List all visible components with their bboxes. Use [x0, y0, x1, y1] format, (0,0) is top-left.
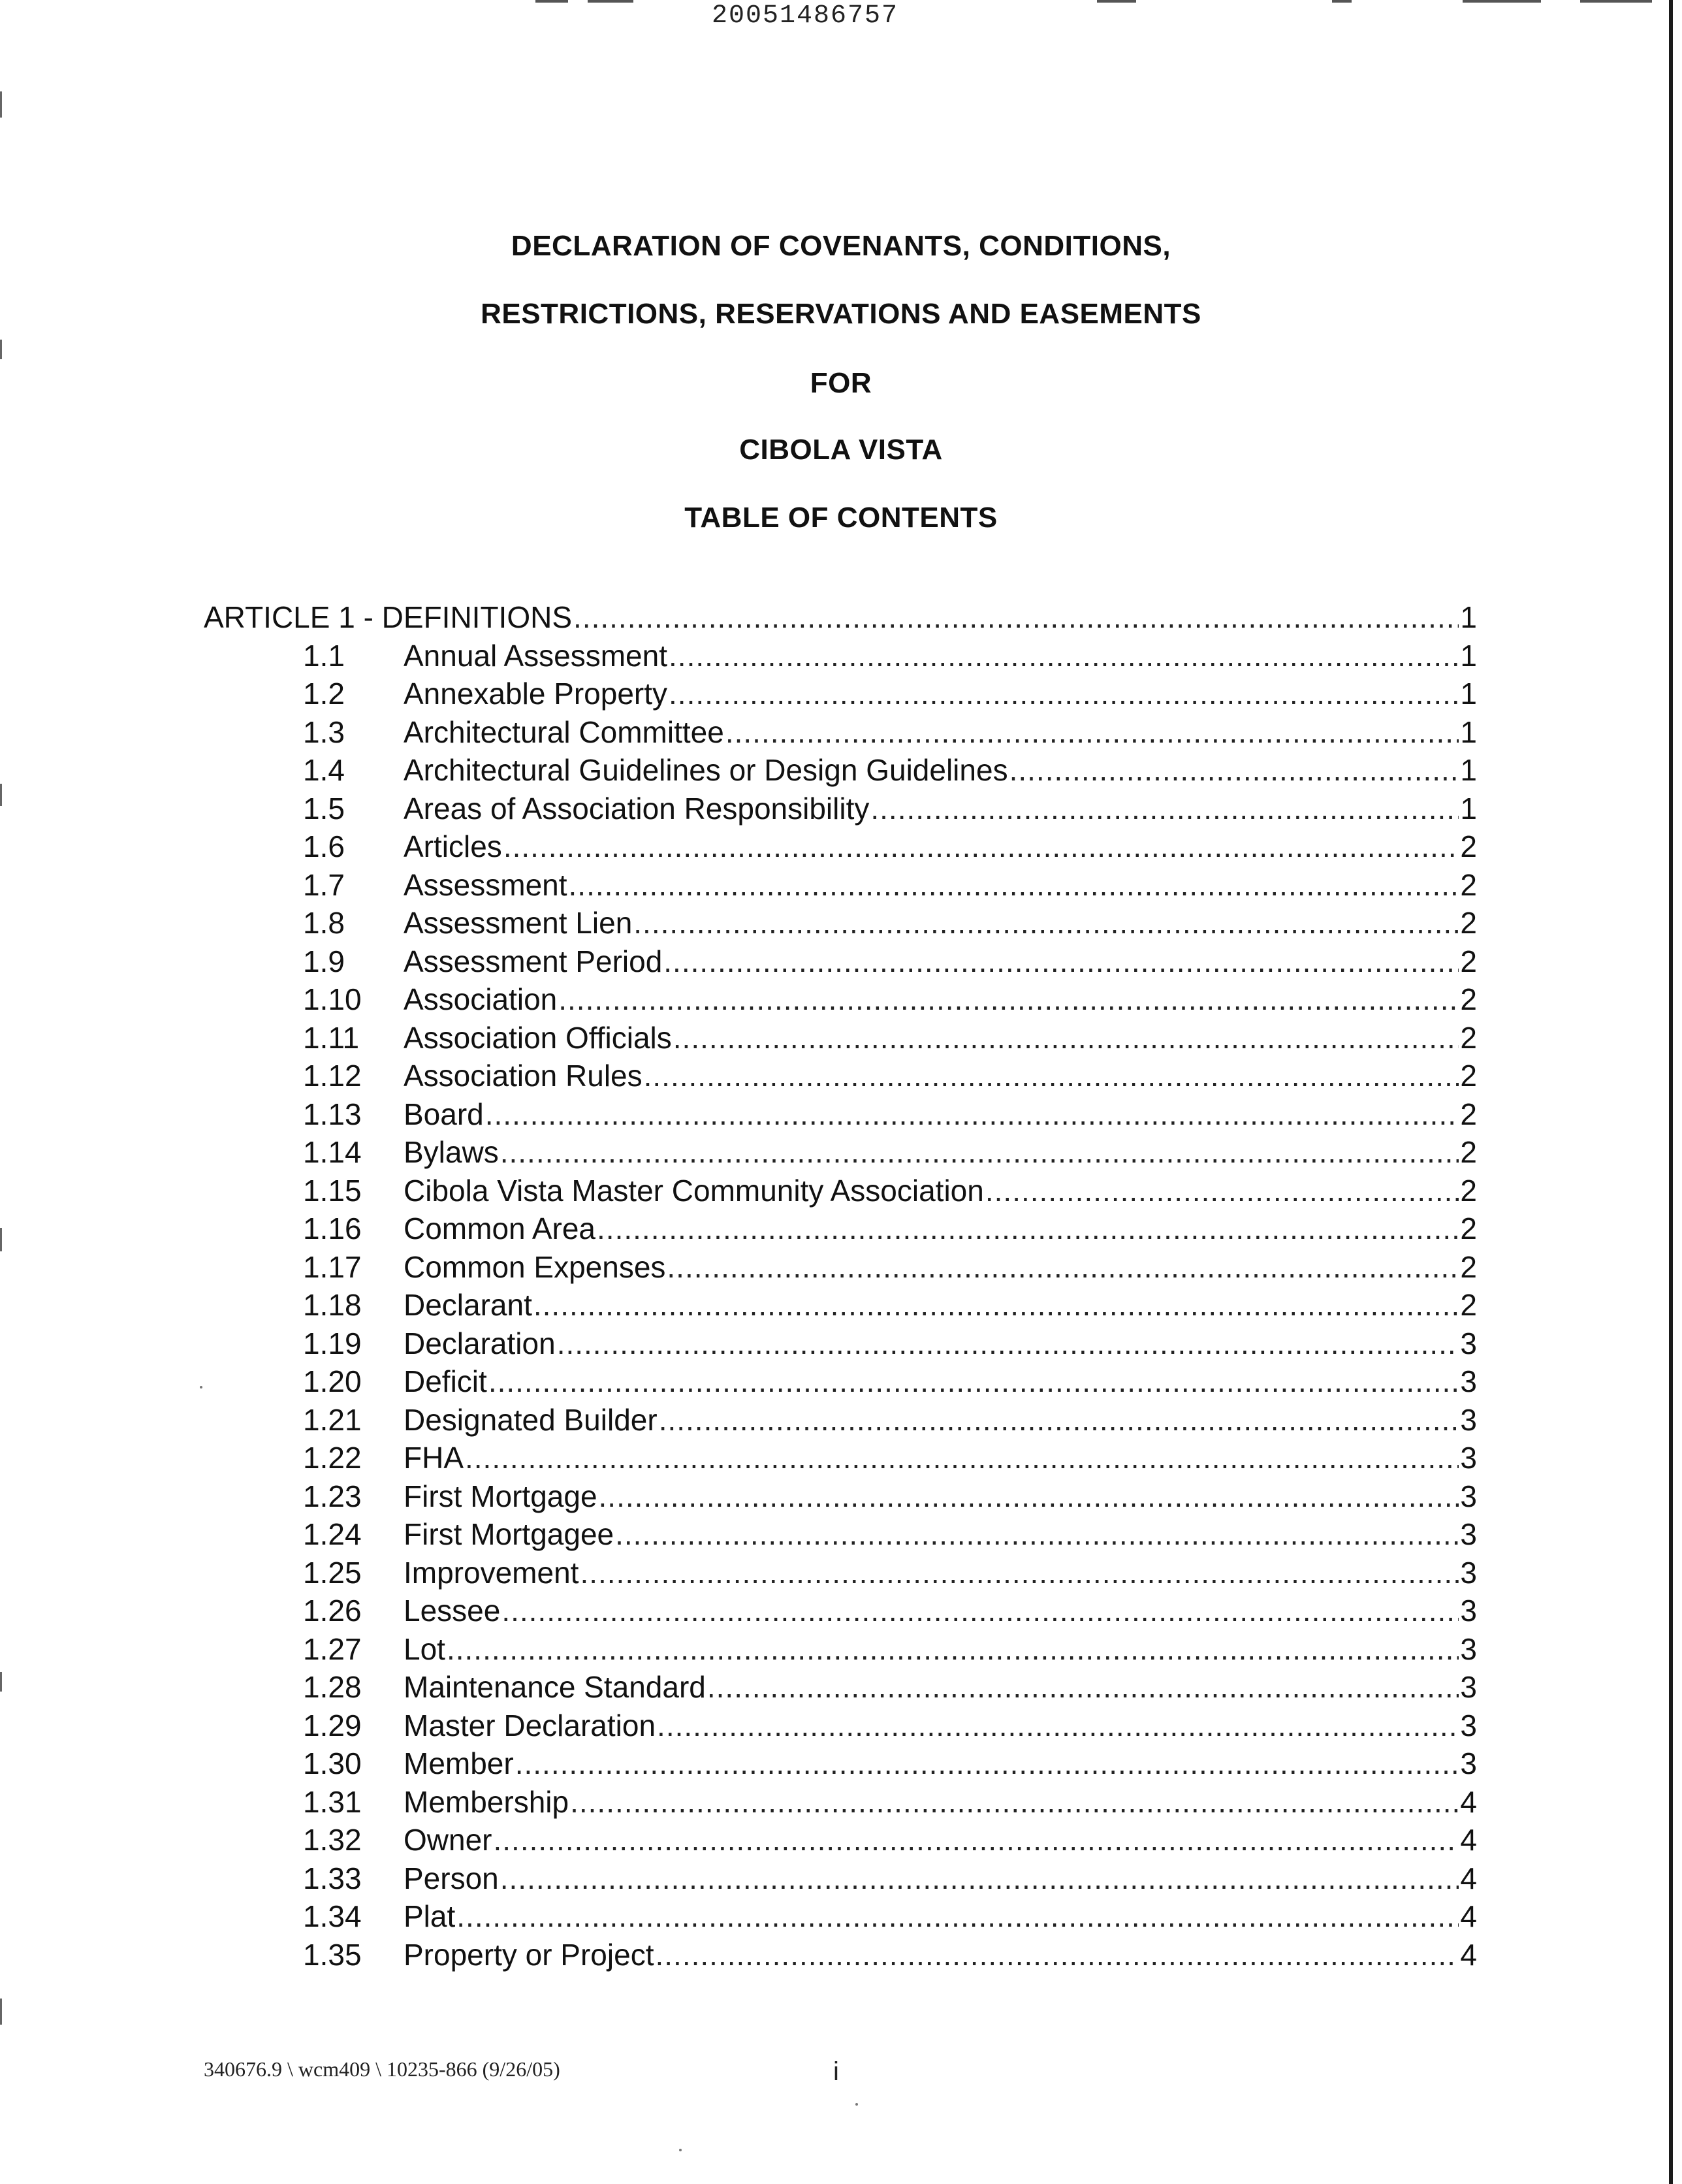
toc-leader-dots	[465, 1440, 1459, 1475]
table-of-contents	[204, 600, 1477, 1975]
toc-entry-title: FHA	[404, 1441, 464, 1475]
toc-page-number: 2	[1460, 982, 1477, 1016]
toc-page-number: 1	[1460, 638, 1477, 673]
toc-entry-row[interactable]	[204, 944, 1477, 982]
toc-entry-row[interactable]	[204, 1479, 1477, 1517]
toc-entry-row[interactable]	[204, 982, 1477, 1020]
toc-article-title: ARTICLE 1 - DEFINITIONS	[204, 600, 573, 634]
toc-entry-number: 1.30	[303, 1746, 362, 1780]
toc-page-number: 3	[1460, 1402, 1477, 1437]
toc-entry-row[interactable]	[204, 1517, 1477, 1555]
toc-entry-row[interactable]	[204, 1631, 1477, 1670]
toc-entry-row[interactable]	[204, 1402, 1477, 1441]
toc-page-number: 1	[1460, 715, 1477, 749]
document-title-line-3: FOR	[810, 367, 872, 399]
toc-entry-row[interactable]	[204, 1058, 1477, 1097]
toc-leader-dots	[870, 791, 1459, 826]
scan-speck	[200, 1386, 202, 1389]
toc-page-number: 4	[1460, 1861, 1477, 1895]
toc-page-number: 2	[1460, 1097, 1477, 1131]
toc-entry-title: Declarant	[404, 1288, 532, 1322]
toc-entry-number: 1.4	[303, 753, 345, 787]
toc-entry-title: Lot	[404, 1631, 445, 1666]
toc-entry-number: 1.31	[303, 1784, 362, 1819]
toc-entry-number: 1.20	[303, 1364, 362, 1398]
toc-entry-number: 1.9	[303, 944, 345, 978]
toc-entry-title: Declaration	[404, 1326, 556, 1360]
toc-leader-dots	[615, 1517, 1459, 1552]
toc-page-number: 3	[1460, 1364, 1477, 1398]
toc-page-number: 3	[1460, 1517, 1477, 1551]
toc-leader-dots	[669, 638, 1459, 673]
toc-entry-number: 1.8	[303, 906, 345, 940]
toc-leader-dots	[501, 1593, 1459, 1628]
toc-page-number: 3	[1460, 1555, 1477, 1590]
toc-entry-row[interactable]	[204, 1326, 1477, 1364]
toc-entry-row[interactable]	[204, 867, 1477, 906]
toc-entry-row[interactable]	[204, 752, 1477, 791]
toc-entry-row[interactable]	[204, 1593, 1477, 1631]
toc-entry-title: Lessee	[404, 1594, 501, 1628]
toc-leader-dots	[599, 1479, 1459, 1514]
scan-mark	[0, 340, 2, 359]
toc-entry-row[interactable]	[204, 1555, 1477, 1594]
toc-entry-title: First Mortgage	[404, 1479, 597, 1513]
toc-leader-dots	[1009, 752, 1459, 788]
toc-entry-number: 1.14	[303, 1135, 362, 1169]
toc-leader-dots	[669, 676, 1459, 711]
toc-heading: TABLE OF CONTENTS	[684, 502, 998, 534]
toc-entry-row[interactable]	[204, 1669, 1477, 1708]
toc-entry-title: Improvement	[404, 1555, 579, 1590]
toc-leader-dots	[644, 1058, 1459, 1093]
toc-entry-title: Common Expenses	[404, 1249, 666, 1284]
toc-page-number: 3	[1460, 1594, 1477, 1628]
scan-mark	[588, 0, 633, 3]
toc-leader-dots	[557, 1326, 1459, 1361]
toc-page-number: 2	[1460, 1135, 1477, 1169]
toc-page-number: 4	[1460, 1823, 1477, 1857]
community-name: CIBOLA VISTA	[739, 434, 943, 466]
scan-speck	[855, 2103, 858, 2106]
toc-page-number: 1	[1460, 791, 1477, 826]
toc-entry-title: Board	[404, 1097, 484, 1131]
toc-entry-title: Annual Assessment	[404, 638, 668, 673]
toc-page-number: 4	[1460, 1899, 1477, 1933]
scan-mark	[1580, 0, 1652, 3]
toc-leader-dots	[515, 1746, 1459, 1781]
toc-page-number: 3	[1460, 1479, 1477, 1513]
toc-entry-title: Assessment Lien	[404, 906, 633, 940]
toc-leader-dots	[725, 715, 1459, 750]
toc-page-number: 3	[1460, 1670, 1477, 1704]
toc-page-number: 1	[1460, 753, 1477, 787]
toc-entry-row[interactable]	[204, 638, 1477, 677]
document-title-line-2: RESTRICTIONS, RESERVATIONS AND EASEMENTS	[481, 298, 1201, 330]
toc-entry-title: Person	[404, 1861, 499, 1895]
toc-entry-number: 1.12	[303, 1059, 362, 1093]
toc-entry-title: Areas of Association Responsibility	[404, 791, 870, 826]
toc-leader-dots	[569, 867, 1459, 903]
toc-entry-number: 1.10	[303, 982, 362, 1016]
toc-entry-title: Master Declaration	[404, 1708, 656, 1742]
toc-entry-number: 1.22	[303, 1441, 362, 1475]
toc-entry-row[interactable]	[204, 1861, 1477, 1899]
toc-page-number: 4	[1460, 1784, 1477, 1819]
toc-entry-row[interactable]	[204, 715, 1477, 753]
toc-entry-row[interactable]	[204, 1364, 1477, 1402]
toc-entry-number: 1.3	[303, 715, 345, 749]
toc-entry-title: Architectural Committee	[404, 715, 724, 749]
scan-mark	[0, 1999, 2, 2025]
toc-page-number: 2	[1460, 1059, 1477, 1093]
toc-page-number: 2	[1460, 1020, 1477, 1055]
toc-entry-row[interactable]	[204, 1211, 1477, 1249]
toc-entry-number: 1.1	[303, 638, 345, 673]
toc-leader-dots	[500, 1861, 1459, 1896]
toc-entry-number: 1.18	[303, 1288, 362, 1322]
toc-leader-dots	[657, 1708, 1459, 1743]
toc-entry-row[interactable]	[204, 1708, 1477, 1746]
toc-entry-number: 1.29	[303, 1708, 362, 1742]
toc-leader-dots	[633, 905, 1459, 940]
toc-entry-row[interactable]	[204, 1822, 1477, 1861]
toc-leader-dots	[488, 1364, 1459, 1399]
toc-entry-number: 1.11	[303, 1020, 360, 1055]
toc-entry-row[interactable]	[204, 1020, 1477, 1059]
toc-entry-title: Association	[404, 982, 558, 1016]
footer-page-number: i	[833, 2057, 839, 2086]
toc-page-number: 2	[1460, 944, 1477, 978]
toc-leader-dots	[667, 1249, 1459, 1285]
toc-leader-dots	[659, 1402, 1459, 1437]
toc-entry-title: Common Area	[404, 1212, 596, 1245]
toc-leader-dots	[580, 1555, 1459, 1590]
toc-entry-title: Articles	[404, 829, 502, 863]
toc-page-number: 3	[1460, 1746, 1477, 1780]
toc-page-number: 2	[1460, 1288, 1477, 1322]
toc-entry-number: 1.7	[303, 867, 345, 902]
toc-entry-number: 1.17	[303, 1249, 362, 1284]
toc-article-row[interactable]	[204, 600, 1477, 638]
toc-entry-number: 1.16	[303, 1212, 362, 1245]
footer-document-reference: 340676.9 \ wcm409 \ 10235-866 (9/26/05)	[204, 2057, 560, 2081]
scan-mark	[0, 784, 2, 806]
toc-entry-title: Maintenance Standard	[404, 1670, 706, 1704]
toc-entry-number: 1.23	[303, 1479, 362, 1513]
toc-entry-row[interactable]	[204, 791, 1477, 829]
toc-entry-title: Assessment	[404, 867, 567, 902]
toc-entry-title: Plat	[404, 1899, 456, 1933]
toc-leader-dots	[500, 1134, 1459, 1170]
toc-leader-dots	[533, 1287, 1459, 1323]
toc-entry-title: Architectural Guidelines or Design Guidelines	[404, 753, 1008, 787]
toc-leader-dots	[985, 1173, 1459, 1208]
toc-entry-number: 1.21	[303, 1402, 362, 1437]
toc-entry-number: 1.5	[303, 791, 345, 826]
toc-entry-title: Association Rules	[404, 1059, 643, 1093]
scan-speck	[679, 2149, 682, 2151]
toc-leader-dots	[707, 1669, 1459, 1705]
toc-entry-row[interactable]	[204, 1784, 1477, 1823]
toc-entry-title: Association Officials	[404, 1020, 672, 1055]
toc-entry-title: Membership	[404, 1784, 569, 1819]
toc-entry-title: Assessment Period	[404, 944, 663, 978]
toc-entry-number: 1.28	[303, 1670, 362, 1704]
scan-mark	[0, 1672, 2, 1692]
toc-page-number: 3	[1460, 1441, 1477, 1475]
toc-leader-dots	[570, 1784, 1459, 1820]
toc-entry-title: Cibola Vista Master Community Association	[404, 1173, 984, 1208]
toc-entry-number: 1.27	[303, 1631, 362, 1666]
toc-entry-number: 1.34	[303, 1899, 362, 1933]
toc-leader-dots	[558, 982, 1459, 1017]
toc-leader-dots	[456, 1899, 1459, 1934]
toc-leader-dots	[485, 1097, 1459, 1132]
toc-entry-row[interactable]	[204, 1440, 1477, 1479]
toc-entry-title: Designated Builder	[404, 1402, 658, 1437]
toc-page-number: 1	[1460, 677, 1477, 711]
toc-entry-title: Owner	[404, 1823, 492, 1857]
toc-page-number: 3	[1460, 1631, 1477, 1666]
toc-leader-dots	[663, 944, 1459, 979]
toc-entry-row[interactable]	[204, 1249, 1477, 1288]
toc-entry-number: 1.35	[303, 1937, 362, 1972]
toc-entry-row[interactable]	[204, 829, 1477, 867]
toc-page-number: 2	[1460, 1249, 1477, 1284]
scan-mark	[535, 0, 568, 3]
document-title-line-1: DECLARATION OF COVENANTS, CONDITIONS,	[511, 230, 1171, 262]
toc-leader-dots	[447, 1631, 1459, 1667]
toc-leader-dots	[503, 829, 1459, 864]
toc-page-number: 2	[1460, 867, 1477, 902]
toc-entry-row[interactable]	[204, 1287, 1477, 1326]
toc-entry-title: Deficit	[404, 1364, 487, 1398]
toc-entry-row[interactable]	[204, 905, 1477, 944]
toc-leader-dots	[493, 1822, 1459, 1857]
toc-entry-row[interactable]	[204, 1899, 1477, 1937]
toc-entry-number: 1.15	[303, 1173, 362, 1208]
toc-entry-number: 1.24	[303, 1517, 362, 1551]
toc-entry-title: Member	[404, 1746, 514, 1780]
toc-entry-number: 1.26	[303, 1594, 362, 1628]
toc-entry-row[interactable]	[204, 1746, 1477, 1784]
toc-page-number: 3	[1460, 1708, 1477, 1742]
toc-leader-dots	[597, 1211, 1459, 1246]
toc-entry-number: 1.13	[303, 1097, 362, 1131]
toc-entry-number: 1.33	[303, 1861, 362, 1895]
toc-entry-row[interactable]	[204, 1173, 1477, 1212]
toc-entry-title: Annexable Property	[404, 677, 668, 711]
toc-page-number: 1	[1460, 600, 1477, 634]
toc-page-number: 2	[1460, 1173, 1477, 1208]
toc-entry-title: Bylaws	[404, 1135, 499, 1169]
toc-leader-dots	[573, 600, 1459, 635]
toc-entry-number: 1.6	[303, 829, 345, 863]
toc-entry-row[interactable]	[204, 676, 1477, 715]
scan-mark	[1463, 0, 1541, 3]
toc-page-number: 4	[1460, 1937, 1477, 1972]
toc-page-number: 2	[1460, 829, 1477, 863]
scan-mark	[0, 1228, 2, 1251]
scan-mark	[0, 91, 2, 118]
toc-entry-title: First Mortgagee	[404, 1517, 614, 1551]
toc-leader-dots	[673, 1020, 1459, 1055]
toc-entry-number: 1.25	[303, 1555, 362, 1590]
toc-entry-number: 1.19	[303, 1326, 362, 1360]
toc-page-number: 2	[1460, 1212, 1477, 1245]
scan-mark	[1332, 0, 1352, 3]
toc-entry-number: 1.32	[303, 1823, 362, 1857]
scan-mark	[1097, 0, 1136, 3]
toc-entry-number: 1.2	[303, 677, 345, 711]
toc-entry-row[interactable]	[204, 1937, 1477, 1976]
toc-leader-dots	[655, 1937, 1459, 1972]
toc-page-number: 3	[1460, 1326, 1477, 1360]
toc-page-number: 2	[1460, 906, 1477, 940]
toc-entry-row[interactable]	[204, 1134, 1477, 1173]
toc-entry-row[interactable]	[204, 1097, 1477, 1135]
recording-number: 20051486757	[712, 1, 899, 31]
toc-entry-title: Property or Project	[404, 1937, 654, 1972]
